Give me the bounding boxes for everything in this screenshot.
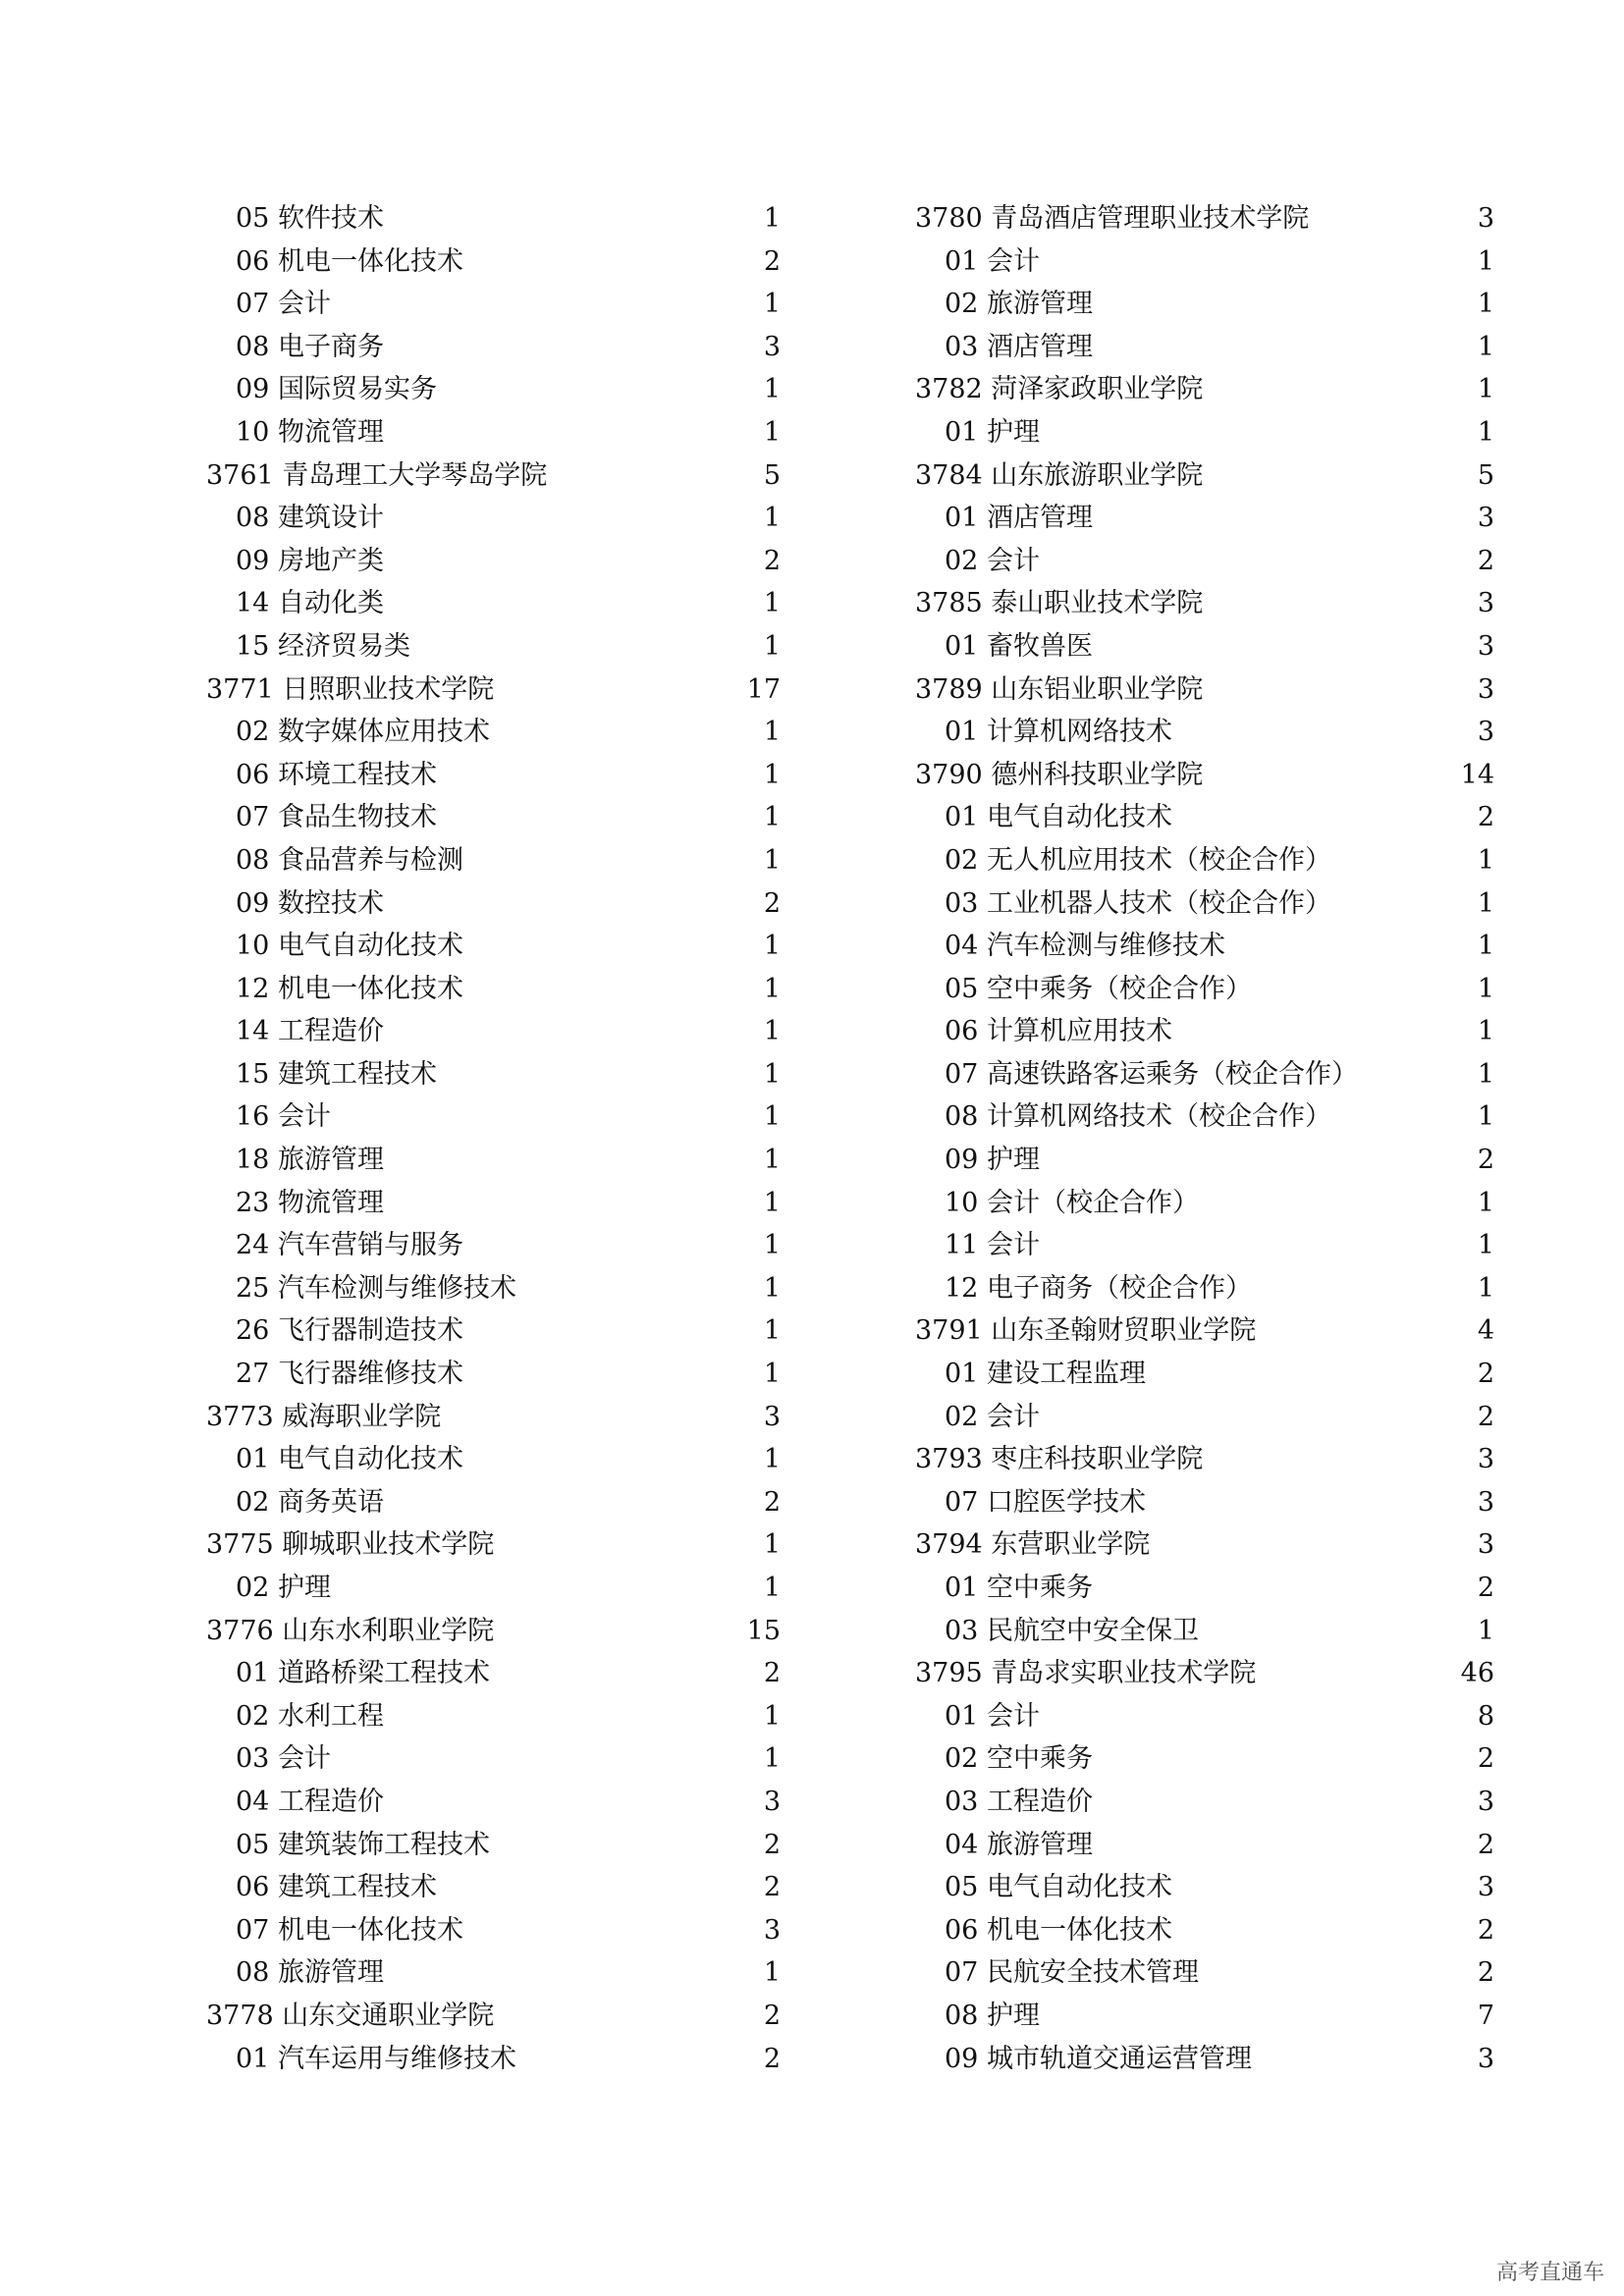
major-name: 01 汽车运用与维修技术 bbox=[236, 2043, 516, 2074]
quota-count: 2 bbox=[763, 1872, 781, 1903]
quota-count: 1 bbox=[763, 717, 781, 748]
major-name: 23 物流管理 bbox=[236, 1187, 384, 1218]
quota-count: 2 bbox=[763, 2000, 781, 2031]
major-name: 10 物流管理 bbox=[236, 416, 384, 448]
major-name: 03 会计 bbox=[236, 1743, 331, 1775]
quota-count: 1 bbox=[763, 1058, 781, 1090]
quota-count: 2 bbox=[1477, 802, 1494, 833]
school-row bbox=[206, 1610, 781, 1653]
quota-count: 2 bbox=[1477, 1743, 1494, 1775]
quota-count: 2 bbox=[1477, 1829, 1494, 1860]
school-name: 3795 青岛求实职业技术学院 bbox=[915, 1658, 1257, 1689]
major-row bbox=[915, 2038, 1494, 2081]
major-row bbox=[206, 197, 781, 240]
major-row bbox=[206, 1182, 781, 1225]
quota-count: 1 bbox=[763, 802, 781, 833]
major-row bbox=[915, 796, 1494, 839]
major-name: 25 汽车检测与维修技术 bbox=[236, 1272, 516, 1304]
quota-count: 1 bbox=[1477, 245, 1494, 277]
major-row bbox=[915, 1610, 1494, 1653]
major-row bbox=[915, 1951, 1494, 1995]
school-name: 3784 山东旅游职业学院 bbox=[915, 459, 1204, 491]
major-name: 02 商务英语 bbox=[236, 1486, 384, 1518]
major-name: 03 工程造价 bbox=[945, 1786, 1093, 1817]
major-row bbox=[915, 1224, 1494, 1267]
major-name: 27 飞行器维修技术 bbox=[236, 1359, 463, 1390]
major-name: 09 房地产类 bbox=[236, 545, 384, 576]
major-name: 06 环境工程技术 bbox=[236, 759, 437, 790]
major-row bbox=[206, 582, 781, 625]
major-name: 06 机电一体化技术 bbox=[945, 1914, 1172, 1946]
school-row bbox=[915, 454, 1494, 498]
major-row bbox=[206, 1909, 781, 1952]
quota-count: 2 bbox=[763, 1829, 781, 1860]
major-name: 09 数控技术 bbox=[236, 887, 384, 919]
quota-count: 2 bbox=[763, 2043, 781, 2074]
major-name: 26 飞行器制造技术 bbox=[236, 1315, 463, 1347]
quota-count: 1 bbox=[1477, 887, 1494, 919]
right-column bbox=[915, 197, 1494, 2080]
quota-count: 2 bbox=[1477, 1401, 1494, 1432]
major-row bbox=[915, 1353, 1494, 1396]
major-row bbox=[915, 968, 1494, 1011]
major-row bbox=[206, 1224, 781, 1267]
quota-count: 1 bbox=[763, 1573, 781, 1603]
watermark-text: 高考直通车 bbox=[1495, 2261, 1604, 2285]
school-name: 3771 日照职业技术学院 bbox=[206, 673, 495, 705]
quota-count: 5 bbox=[763, 459, 781, 491]
quota-count: 1 bbox=[1477, 1187, 1494, 1218]
major-row bbox=[915, 1010, 1494, 1053]
major-name: 06 建筑工程技术 bbox=[236, 1872, 437, 1903]
major-name: 14 工程造价 bbox=[236, 1016, 384, 1047]
major-name: 04 工程造价 bbox=[236, 1786, 384, 1817]
major-row bbox=[206, 1095, 781, 1139]
quota-count: 3 bbox=[1477, 673, 1494, 705]
major-row bbox=[915, 1139, 1494, 1182]
major-name: 24 汽车营销与服务 bbox=[236, 1230, 463, 1261]
left-column bbox=[206, 197, 781, 2080]
major-row bbox=[915, 540, 1494, 583]
major-name: 07 民航安全技术管理 bbox=[945, 1957, 1199, 1989]
major-row bbox=[206, 1481, 781, 1524]
major-name: 07 高速铁路客运乘务（校企合作） bbox=[945, 1058, 1358, 1090]
school-name: 3789 山东铝业职业学院 bbox=[915, 673, 1204, 705]
major-name: 05 软件技术 bbox=[236, 203, 384, 234]
quota-count: 14 bbox=[1460, 759, 1494, 790]
major-row bbox=[206, 540, 781, 583]
major-row bbox=[915, 1567, 1494, 1610]
major-name: 01 护理 bbox=[945, 416, 1040, 448]
school-row bbox=[206, 1396, 781, 1439]
major-name: 08 旅游管理 bbox=[236, 1957, 384, 1989]
major-row bbox=[915, 1909, 1494, 1952]
major-row bbox=[206, 1866, 781, 1909]
quota-count: 2 bbox=[1477, 1145, 1494, 1176]
quota-count: 3 bbox=[1477, 1444, 1494, 1475]
quota-count: 3 bbox=[1477, 630, 1494, 662]
quota-count: 46 bbox=[1460, 1658, 1494, 1689]
quota-count: 2 bbox=[1477, 545, 1494, 576]
major-name: 07 食品生物技术 bbox=[236, 802, 437, 833]
major-name: 08 建筑设计 bbox=[236, 503, 384, 534]
major-row bbox=[206, 882, 781, 926]
major-name: 15 经济贸易类 bbox=[236, 630, 410, 662]
major-name: 06 机电一体化技术 bbox=[236, 245, 463, 277]
major-name: 09 国际贸易实务 bbox=[236, 374, 437, 405]
major-name: 07 口腔医学技术 bbox=[945, 1486, 1146, 1518]
major-name: 02 会计 bbox=[945, 545, 1040, 576]
school-name: 3776 山东水利职业学院 bbox=[206, 1615, 495, 1646]
major-row bbox=[206, 1139, 781, 1182]
major-row bbox=[206, 1438, 781, 1481]
quota-count: 3 bbox=[763, 1401, 781, 1432]
quota-count: 1 bbox=[763, 1272, 781, 1304]
major-name: 12 电子商务（校企合作） bbox=[945, 1272, 1252, 1304]
major-name: 02 水利工程 bbox=[236, 1700, 384, 1732]
school-row bbox=[915, 668, 1494, 712]
quota-count: 1 bbox=[763, 503, 781, 534]
major-row bbox=[206, 368, 781, 411]
major-name: 03 工业机器人技术（校企合作） bbox=[945, 887, 1331, 919]
major-name: 04 旅游管理 bbox=[945, 1829, 1093, 1860]
quota-count: 1 bbox=[1477, 844, 1494, 876]
major-name: 03 酒店管理 bbox=[945, 331, 1093, 362]
major-row bbox=[915, 411, 1494, 454]
major-name: 09 护理 bbox=[945, 1145, 1040, 1176]
major-name: 05 空中乘务（校企合作） bbox=[945, 973, 1252, 1004]
major-name: 04 汽车检测与维修技术 bbox=[945, 931, 1225, 962]
major-name: 15 建筑工程技术 bbox=[236, 1058, 437, 1090]
major-name: 16 会计 bbox=[236, 1101, 331, 1133]
quota-count: 1 bbox=[763, 203, 781, 234]
major-name: 05 电气自动化技术 bbox=[945, 1872, 1172, 1903]
major-name: 05 建筑装饰工程技术 bbox=[236, 1829, 490, 1860]
major-row bbox=[915, 1095, 1494, 1139]
major-name: 02 数字媒体应用技术 bbox=[236, 717, 490, 748]
major-name: 08 电子商务 bbox=[236, 331, 384, 362]
major-row bbox=[915, 882, 1494, 926]
major-row bbox=[206, 326, 781, 369]
major-name: 09 城市轨道交通运营管理 bbox=[945, 2043, 1252, 2074]
quota-count: 1 bbox=[1477, 1272, 1494, 1304]
quota-count: 3 bbox=[763, 331, 781, 362]
school-name: 3794 东营职业学院 bbox=[915, 1529, 1151, 1561]
school-row bbox=[915, 197, 1494, 240]
quota-count: 3 bbox=[1477, 1529, 1494, 1561]
major-row bbox=[915, 1267, 1494, 1310]
school-row bbox=[206, 454, 781, 498]
major-name: 01 酒店管理 bbox=[945, 503, 1093, 534]
major-name: 12 机电一体化技术 bbox=[236, 973, 463, 1004]
major-row bbox=[206, 1781, 781, 1824]
quota-count: 1 bbox=[763, 1743, 781, 1775]
major-row bbox=[206, 625, 781, 668]
major-row bbox=[206, 411, 781, 454]
major-row bbox=[206, 1010, 781, 1053]
quota-count: 2 bbox=[763, 545, 781, 576]
quota-count: 3 bbox=[1477, 503, 1494, 534]
major-name: 18 旅游管理 bbox=[236, 1145, 384, 1176]
major-name: 02 护理 bbox=[236, 1573, 331, 1603]
quota-count: 3 bbox=[763, 1914, 781, 1946]
quota-count: 1 bbox=[1477, 1016, 1494, 1047]
major-row bbox=[206, 925, 781, 968]
major-row bbox=[206, 968, 781, 1011]
quota-count: 2 bbox=[763, 887, 781, 919]
major-row bbox=[915, 1824, 1494, 1867]
school-row bbox=[915, 1438, 1494, 1481]
quota-count: 2 bbox=[1477, 1914, 1494, 1946]
major-row bbox=[206, 1737, 781, 1781]
quota-count: 2 bbox=[763, 245, 781, 277]
quota-count: 3 bbox=[1477, 1872, 1494, 1903]
quota-count: 3 bbox=[763, 1786, 781, 1817]
major-row bbox=[206, 1824, 781, 1867]
major-row bbox=[915, 1781, 1494, 1824]
quota-count: 4 bbox=[1477, 1315, 1494, 1347]
major-row bbox=[915, 1995, 1494, 2038]
major-name: 02 空中乘务 bbox=[945, 1743, 1093, 1775]
major-row bbox=[206, 839, 781, 882]
major-name: 11 会计 bbox=[945, 1230, 1040, 1261]
quota-count: 1 bbox=[1477, 1101, 1494, 1133]
major-row bbox=[915, 925, 1494, 968]
major-row bbox=[206, 1567, 781, 1610]
major-row bbox=[915, 240, 1494, 284]
quota-count: 1 bbox=[763, 1444, 781, 1475]
major-name: 07 会计 bbox=[236, 289, 331, 320]
major-row bbox=[206, 1267, 781, 1310]
quota-count: 1 bbox=[1477, 331, 1494, 362]
quota-count: 2 bbox=[1477, 1957, 1494, 1989]
quota-count: 1 bbox=[763, 1145, 781, 1176]
quota-count: 1 bbox=[763, 1359, 781, 1390]
quota-count: 1 bbox=[1477, 289, 1494, 320]
major-name: 03 民航空中安全保卫 bbox=[945, 1615, 1199, 1646]
major-row bbox=[915, 1866, 1494, 1909]
quota-count: 2 bbox=[1477, 1573, 1494, 1603]
quota-count: 1 bbox=[763, 1230, 781, 1261]
school-name: 3780 青岛酒店管理职业技术学院 bbox=[915, 203, 1310, 234]
major-name: 08 护理 bbox=[945, 2000, 1040, 2031]
major-row bbox=[915, 283, 1494, 326]
school-name: 3761 青岛理工大学琴岛学院 bbox=[206, 459, 548, 491]
school-name: 3775 聊城职业技术学院 bbox=[206, 1529, 495, 1561]
quota-count: 3 bbox=[1477, 2043, 1494, 2074]
major-row bbox=[206, 796, 781, 839]
major-row bbox=[206, 1053, 781, 1096]
major-row bbox=[915, 497, 1494, 540]
school-name: 3785 泰山职业技术学院 bbox=[915, 588, 1204, 619]
quota-count: 1 bbox=[1477, 1058, 1494, 1090]
school-row bbox=[915, 1652, 1494, 1695]
major-name: 01 会计 bbox=[945, 245, 1040, 277]
major-row bbox=[206, 2038, 781, 2081]
major-name: 02 会计 bbox=[945, 1401, 1040, 1432]
major-row bbox=[206, 711, 781, 754]
quota-count: 1 bbox=[763, 1957, 781, 1989]
major-row bbox=[915, 839, 1494, 882]
school-name: 3773 威海职业学院 bbox=[206, 1401, 442, 1432]
major-row bbox=[915, 625, 1494, 668]
major-name: 01 畜牧兽医 bbox=[945, 630, 1093, 662]
quota-count: 1 bbox=[763, 289, 781, 320]
major-name: 01 建设工程监理 bbox=[945, 1359, 1146, 1390]
school-row bbox=[206, 668, 781, 712]
quota-count: 15 bbox=[746, 1615, 781, 1646]
major-name: 02 旅游管理 bbox=[945, 289, 1093, 320]
school-row bbox=[915, 754, 1494, 797]
major-name: 01 电气自动化技术 bbox=[945, 802, 1172, 833]
quota-count: 2 bbox=[1477, 1359, 1494, 1390]
quota-count: 5 bbox=[1477, 459, 1494, 491]
school-row bbox=[915, 1309, 1494, 1353]
school-row bbox=[206, 1523, 781, 1567]
school-name: 3790 德州科技职业学院 bbox=[915, 759, 1204, 790]
quota-count: 1 bbox=[763, 1187, 781, 1218]
major-name: 08 食品营养与检测 bbox=[236, 844, 463, 876]
quota-count: 1 bbox=[763, 588, 781, 619]
major-row bbox=[915, 326, 1494, 369]
school-row bbox=[206, 1995, 781, 2038]
major-name: 01 计算机网络技术 bbox=[945, 717, 1172, 748]
school-name: 3782 菏泽家政职业学院 bbox=[915, 374, 1204, 405]
major-name: 07 机电一体化技术 bbox=[236, 1914, 463, 1946]
school-row bbox=[915, 368, 1494, 411]
quota-count: 3 bbox=[1477, 717, 1494, 748]
major-row bbox=[915, 1053, 1494, 1096]
quota-count: 3 bbox=[1477, 203, 1494, 234]
quota-count: 1 bbox=[1477, 416, 1494, 448]
major-row bbox=[915, 1182, 1494, 1225]
quota-count: 17 bbox=[746, 673, 781, 705]
major-row bbox=[915, 1396, 1494, 1439]
major-name: 10 电气自动化技术 bbox=[236, 931, 463, 962]
quota-count: 1 bbox=[763, 931, 781, 962]
quota-count: 1 bbox=[763, 416, 781, 448]
major-name: 01 电气自动化技术 bbox=[236, 1444, 463, 1475]
quota-count: 3 bbox=[1477, 1786, 1494, 1817]
major-row bbox=[206, 754, 781, 797]
quota-count: 1 bbox=[1477, 973, 1494, 1004]
quota-count: 1 bbox=[1477, 1615, 1494, 1646]
major-row bbox=[915, 1695, 1494, 1738]
major-row bbox=[206, 240, 781, 284]
quota-count: 1 bbox=[763, 1315, 781, 1347]
quota-count: 1 bbox=[763, 1101, 781, 1133]
major-name: 08 计算机网络技术（校企合作） bbox=[945, 1101, 1331, 1133]
major-row bbox=[915, 711, 1494, 754]
quota-count: 1 bbox=[763, 374, 781, 405]
major-row bbox=[206, 1951, 781, 1995]
major-row bbox=[206, 497, 781, 540]
major-name: 14 自动化类 bbox=[236, 588, 384, 619]
quota-count: 1 bbox=[1477, 931, 1494, 962]
major-name: 06 计算机应用技术 bbox=[945, 1016, 1172, 1047]
major-name: 02 无人机应用技术（校企合作） bbox=[945, 844, 1331, 876]
major-name: 01 道路桥梁工程技术 bbox=[236, 1658, 490, 1689]
major-row bbox=[206, 1695, 781, 1738]
school-name: 3791 山东圣翰财贸职业学院 bbox=[915, 1315, 1257, 1347]
quota-count: 3 bbox=[1477, 588, 1494, 619]
major-name: 10 会计（校企合作） bbox=[945, 1187, 1199, 1218]
quota-count: 1 bbox=[1477, 1230, 1494, 1261]
school-name: 3778 山东交通职业学院 bbox=[206, 2000, 495, 2031]
quota-count: 1 bbox=[763, 844, 781, 876]
quota-count: 1 bbox=[1477, 374, 1494, 405]
quota-count: 1 bbox=[763, 1016, 781, 1047]
major-row bbox=[206, 283, 781, 326]
quota-count: 1 bbox=[763, 1529, 781, 1561]
school-row bbox=[915, 582, 1494, 625]
quota-count: 1 bbox=[763, 973, 781, 1004]
major-row bbox=[915, 1481, 1494, 1524]
school-name: 3793 枣庄科技职业学院 bbox=[915, 1444, 1204, 1475]
quota-count: 8 bbox=[1477, 1700, 1494, 1732]
quota-count: 3 bbox=[1477, 1486, 1494, 1518]
quota-count: 1 bbox=[763, 1700, 781, 1732]
major-row bbox=[206, 1309, 781, 1353]
quota-count: 2 bbox=[763, 1486, 781, 1518]
major-name: 01 会计 bbox=[945, 1700, 1040, 1732]
major-row bbox=[206, 1652, 781, 1695]
quota-count: 1 bbox=[763, 759, 781, 790]
quota-count: 7 bbox=[1477, 2000, 1494, 2031]
major-name: 01 空中乘务 bbox=[945, 1573, 1093, 1603]
major-row bbox=[206, 1353, 781, 1396]
school-row bbox=[915, 1523, 1494, 1567]
quota-count: 1 bbox=[763, 630, 781, 662]
quota-count: 2 bbox=[763, 1658, 781, 1689]
major-row bbox=[915, 1737, 1494, 1781]
